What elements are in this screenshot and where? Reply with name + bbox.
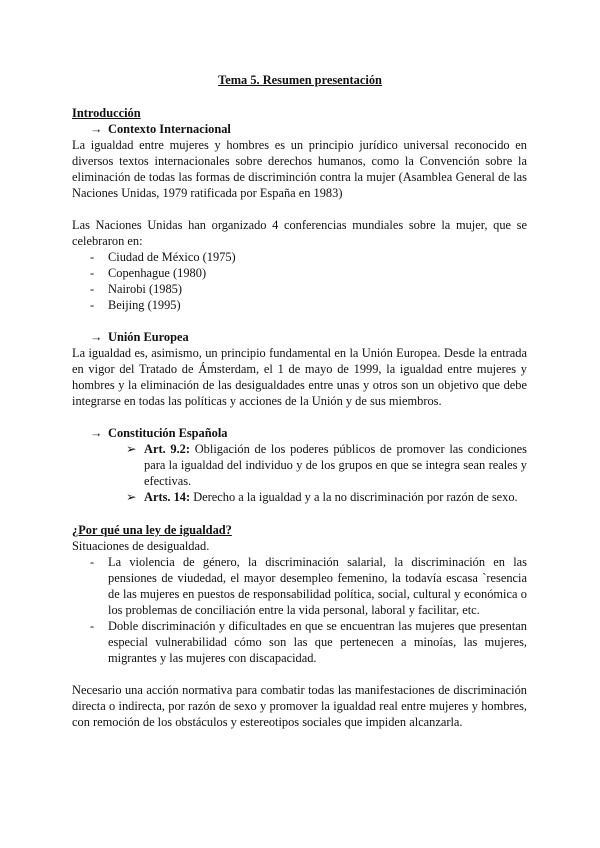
porque-section <box>72 522 527 730</box>
list-item: - La violencia de género, la discriminación salarial, la discriminación en las pensiones de viudedad, el mayor desempleo femenino, la todavía escasa `resencia de las mujeres en puestos de responsabilidad política, social, cultural y económica o los problemas de conciliación entre la vida personal, laboral y facilitar, etc. <box>72 554 527 618</box>
article-item: ➢ Arts. 14: Derecho a la igualdad y a la no discriminación por razón de sexo. <box>126 490 518 504</box>
list-item: - Beijing (1995) <box>72 297 527 313</box>
articles-list <box>72 441 527 505</box>
article-item: ➢ Art. 9.2: Obligación de los poderes públicos de promover las condiciones para la igualdad del individuo y de los grupos en que se integra sean reales y efectivas. <box>126 442 527 488</box>
intro-section <box>72 105 527 201</box>
list-item: - Copenhague (1980) <box>72 265 527 281</box>
arrow-icon: → <box>90 122 103 136</box>
ue-paragraph: La igualdad es, asimismo, un principio fundamental en la Unión Europea. Desde la entrada en vigor del Tratado de Ámsterdam, el 1 de mayo de 1999, la igualdad entre mujeres y hombres y la eliminación de las desigualdades entre unas y otros son un objetivo que debe integrarse en todas las políticas y acciones de la Unión y de sus miembros. <box>72 346 527 408</box>
arrowhead-icon: ➢ <box>126 442 137 456</box>
list-item: - Ciudad de México (1975) <box>72 249 527 265</box>
porque-paragraph: Necesario una acción normativa para combatir todas las manifestaciones de discriminación directa o indirecta, por razón de sexo y promover la igualdad real entre mujeres y hombres, con remoción de los obstáculos y estereotipos sociales que impiden alcanzarla. <box>72 683 527 729</box>
contexto-heading: → Contexto Internacional <box>90 122 231 136</box>
conferences-section <box>72 217 527 313</box>
porque-intro: Situaciones de desigualdad. <box>72 539 210 553</box>
page-title: Tema 5. Resumen presentación <box>218 73 382 87</box>
arrowhead-icon: ➢ <box>126 490 137 504</box>
ue-section <box>72 329 527 409</box>
arrow-icon: → <box>90 426 103 440</box>
list-item: - Nairobi (1985) <box>72 281 527 297</box>
list-item: - Doble discriminación y dificultades en que se encuentran las mujeres que presentan especial vulnerabilidad cómo son las que pertenecen a minoías, las mujeres, migrantes y las mujeres con discapacidad. <box>72 618 527 666</box>
ce-heading: → Constitución Española <box>90 426 228 440</box>
porque-heading: ¿Por qué una ley de igualdad? <box>72 523 232 537</box>
conferences-list <box>72 249 527 313</box>
arrow-icon: → <box>90 330 103 344</box>
intro-heading: Introducción <box>72 106 141 120</box>
ce-section <box>72 425 527 505</box>
ue-heading: → Unión Europea <box>90 330 189 344</box>
conferences-paragraph: Las Naciones Unidas han organizado 4 conferencias mundiales sobre la mujer, que se celebraron en: <box>72 218 527 248</box>
inequality-list <box>72 554 527 666</box>
contexto-paragraph: La igualdad entre mujeres y hombres es un principio jurídico universal reconocido en diversos textos internacionales sobre derechos humanos, como la Convención sobre la eliminación de todas las formas de discriminción contra la mujer (Asamblea General de las Naciones Unidas, 1979 ratificada por España en 1983) <box>72 138 527 200</box>
